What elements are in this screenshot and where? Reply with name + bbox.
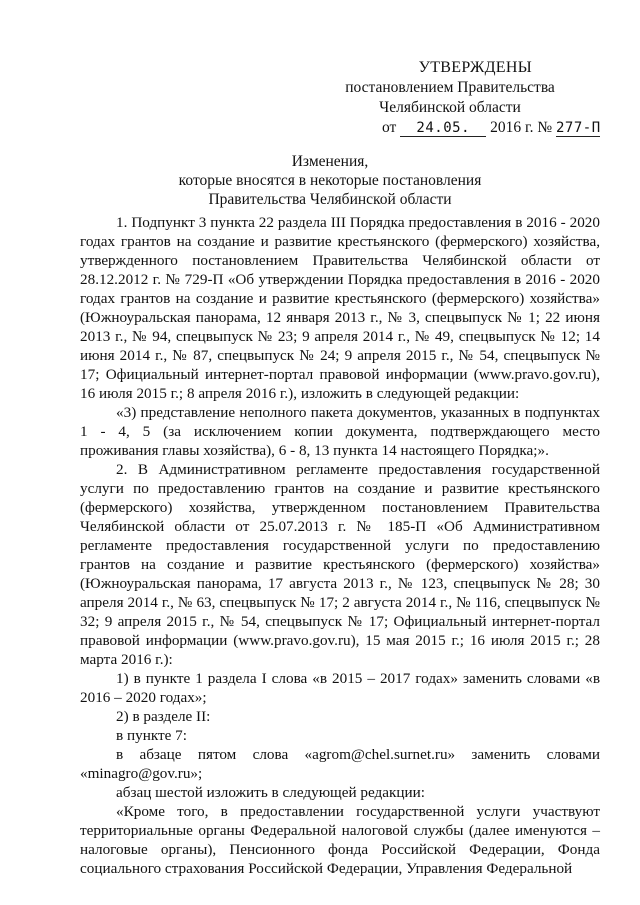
paragraph-6: в пункте 7: xyxy=(116,727,187,744)
paragraph-9: «Кроме того, в предоставлении государственной услуги участвуют территориальные органы Федеральной налоговой службы (далее именуются – налоговые органы), Пенсионного фонда Российской Федерации, Фонда социального страхования Российской Федерации, Управления Федеральной xyxy=(80,803,600,877)
approval-line-1: постановлением Правительства xyxy=(345,79,555,96)
year-text: 2016 г. № xyxy=(490,119,553,136)
paragraph-8: абзац шестой изложить в следующей редакции: xyxy=(116,784,425,801)
title-line-1: Изменения, xyxy=(291,153,369,170)
approval-date-line xyxy=(300,118,600,138)
paragraph-1: 1. Подпункт 3 пункта 22 раздела III Порядка предоставления в 2016 - 2020 годах грантов на создание и развитие крестьянского (фермерского) хозяйства, утвержденного постановлением Правительства Челябинской области от 28.12.2012 г. № 729-П «Об утверждении Порядка предоставления в 2016 - 2020 годах грантов на создание и развитие крестьянского (фермерского) хозяйства» (Южноуральская панорама, 12 января 2013 г., № 3, спецвыпуск № 1; 22 июня 2013 г., № 94, спецвыпуск № 23; 9 апреля 2014 г., № 49, спецвыпуск № 12; 14 июня 2014 г., № 87, спецвыпуск № 24; 9 апреля 2015 г., № 54, спецвыпуск № 17; Официальный интернет-портал правовой информации (www.pravo.gov.ru), 16 июля 2015 г.; 8 апреля 2016 г.), изложить в следующей редакции: xyxy=(80,214,600,402)
date-prefix: от xyxy=(382,119,397,136)
paragraph-7: в абзаце пятом слова «agrom@chel.surnet.ru» заменить словами «minagro@gov.ru»; xyxy=(80,746,600,782)
approval-line-2: Челябинской области xyxy=(379,99,521,116)
paragraph-5: 2) в разделе II: xyxy=(116,708,211,725)
paragraph-3: 2. В Административном регламенте предоставления государственной услуги по предоставлению грантов на создание и развитие крестьянского (фермерского) хозяйства, утвержденном постановлением Правительства Челябинской области от 25.07.2013 г. № 185-П «Об Административном регламенте предоставления государственной услуги по предоставлению грантов на создание и развитие крестьянского (фермерского) хозяйства» (Южноуральская панорама, 17 августа 2013 г., № 123, спецвыпуск № 28; 30 апреля 2014 г., № 63, спецвыпуск № 17; 2 августа 2014 г., № 116, спецвыпуск № 32; 9 апреля 2015 г., № 54, спецвыпуск № 17; Официальный интернет-портал правовой информации (www.pravo.gov.ru), 15 мая 2015 г.; 16 июля 2015 г.; 28 марта 2016 г.): xyxy=(80,461,600,668)
handwritten-number: 277-П xyxy=(556,120,601,136)
paragraph-2: «3) представление неполного пакета документов, указанных в подпунктах 1 - 4, 5 (за исключением копии документа, подтверждающего место проживания главы хозяйства), 6 - 8, 13 пункта 14 настоящего Порядка;». xyxy=(80,404,600,459)
approval-heading: УТВЕРЖДЕНЫ xyxy=(418,59,532,76)
document-body xyxy=(80,213,600,878)
document-title xyxy=(0,152,640,209)
handwritten-date: 24.05. xyxy=(400,120,486,137)
approval-stamp xyxy=(300,58,600,138)
title-line-3: Правительства Челябинской области xyxy=(208,191,452,208)
title-line-2: которые вносятся в некоторые постановления xyxy=(178,172,482,189)
paragraph-4: 1) в пункте 1 раздела I слова «в 2015 – 2017 годах» заменить словами «в 2016 – 2020 годах»; xyxy=(80,670,600,706)
